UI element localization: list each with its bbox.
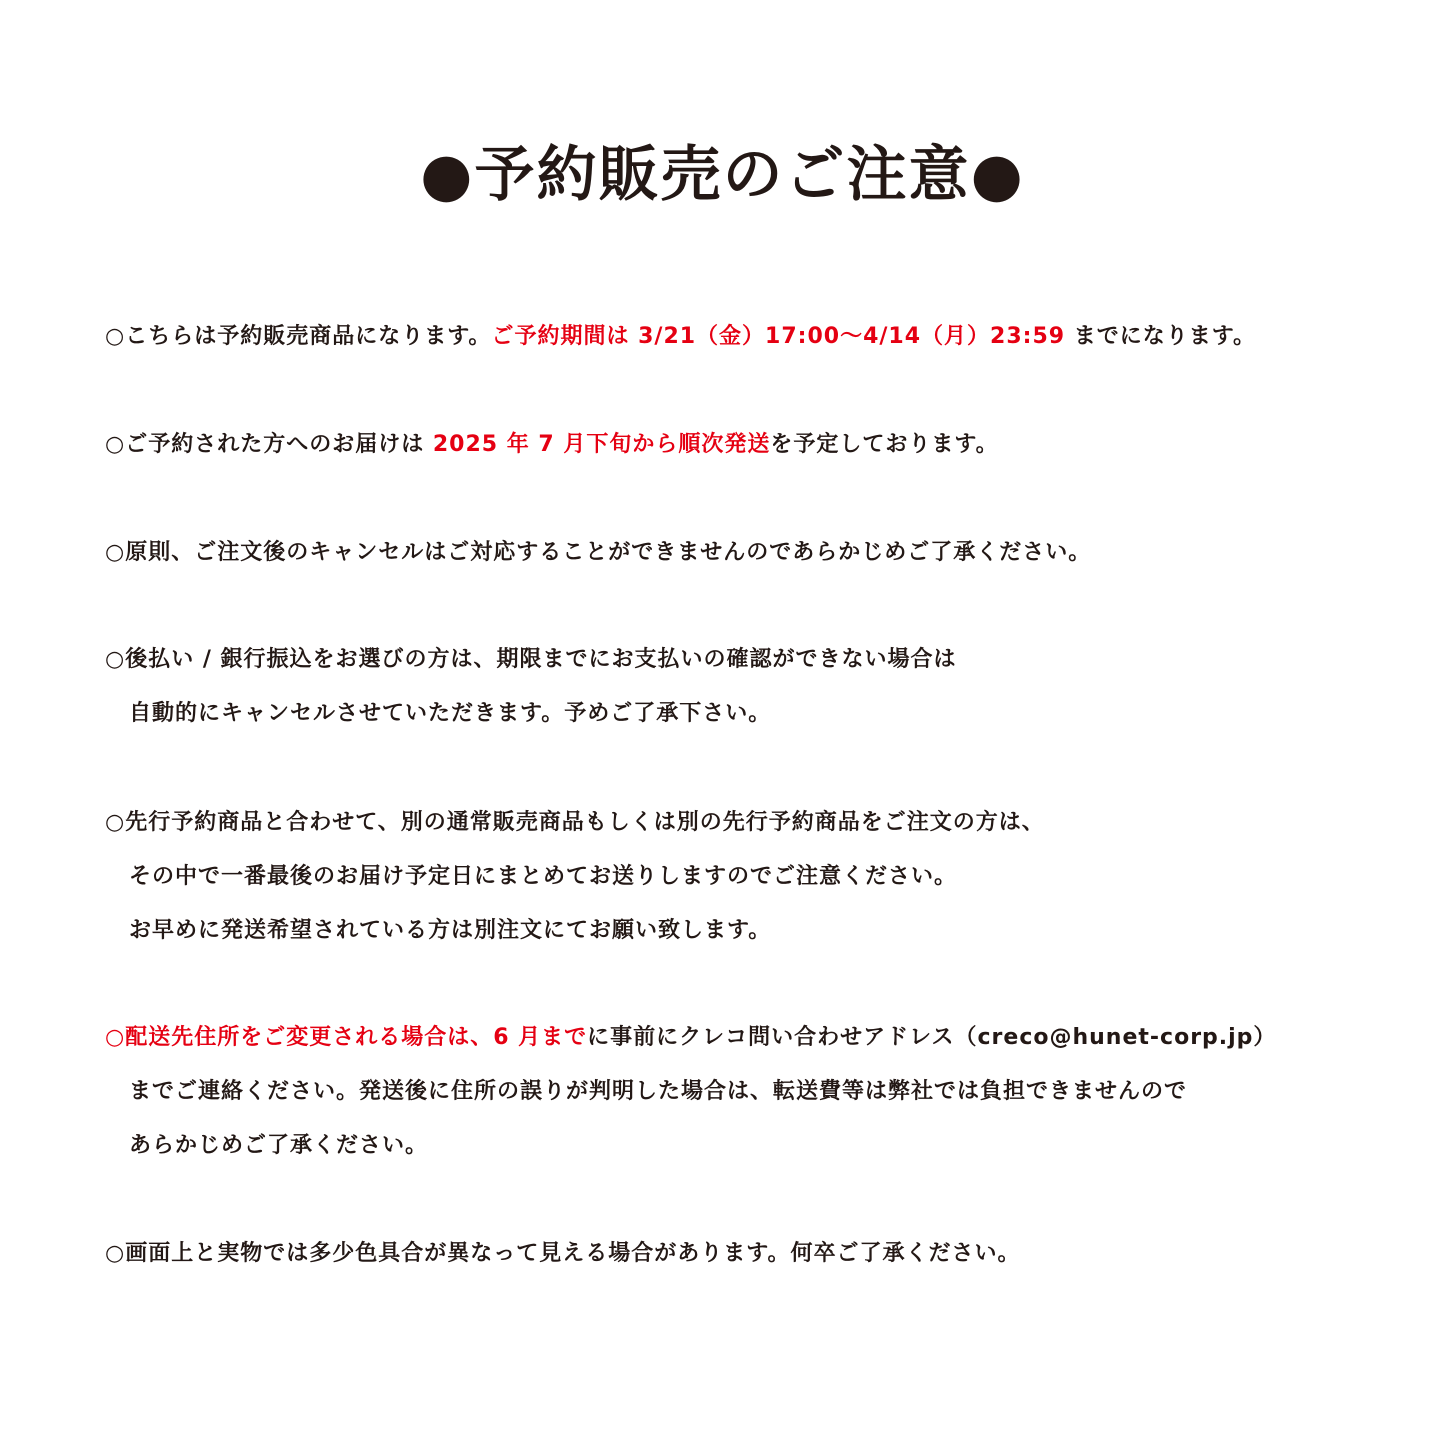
notice-item-color-difference: [105, 1227, 1405, 1281]
notice-line: その中で一番最後のお届け予定日にまとめてお送りしますのでご注意ください。: [129, 864, 958, 889]
notice-item-combined-orders: [105, 796, 1405, 958]
notice-item-address-change: [105, 1011, 1405, 1173]
notice-line: ○後払い / 銀行振込をお選びの方は、期限までにお支払いの確認ができない場合は: [105, 647, 957, 672]
notice-highlight: ご予約期間は 3/21（金）17:00〜4/14（月）23:59: [491, 324, 1066, 349]
notice-line: [105, 1011, 1405, 1065]
notice-highlight: 2025 年 7 月下旬から順次発送: [432, 432, 771, 457]
notice-item-payment: [105, 633, 1405, 741]
notice-item-shipping-schedule: [105, 418, 1405, 472]
notice-line: ○先行予約商品と合わせて、別の通常販売商品もしくは別の先行予約商品をご注文の方は、: [105, 810, 1045, 835]
notice-text: ○こちらは予約販売商品になります。: [105, 324, 492, 349]
notice-line: お早めに発送希望されている方は別注文にてお願い致します。: [129, 918, 772, 943]
notice-item-cancellation: [105, 526, 1405, 580]
notice-line: [105, 310, 1405, 364]
notice-text: に事前にクレコ問い合わせアドレス（creco@hunet-corp.jp）: [587, 1025, 1277, 1050]
notice-line: [105, 418, 1405, 472]
notice-text: を予定しております。: [770, 432, 999, 457]
notice-line: あらかじめご了承ください。: [129, 1133, 429, 1158]
notice-item-reservation-period: [105, 310, 1405, 364]
notice-text: ○ご予約された方へのお届けは: [105, 432, 433, 457]
notice-line: ○画面上と実物では多少色具合が異なって見える場合があります。何卒ご了承ください。: [105, 1241, 1021, 1266]
notice-line: 自動的にキャンセルさせていただきます。予めご了承下さい。: [129, 701, 772, 726]
notice-line: までご連絡ください。発送後に住所の誤りが判明した場合は、転送費等は弊社では負担できませんので: [129, 1079, 1188, 1104]
notice-line: ○原則、ご注文後のキャンセルはご対応することができませんのであらかじめご了承ください。: [105, 540, 1092, 565]
page-title: ●予約販売のご注意●: [420, 140, 1025, 210]
notice-text: までになります。: [1065, 324, 1256, 349]
notice-highlight: ○配送先住所をご変更される場合は、6 月まで: [105, 1025, 588, 1050]
